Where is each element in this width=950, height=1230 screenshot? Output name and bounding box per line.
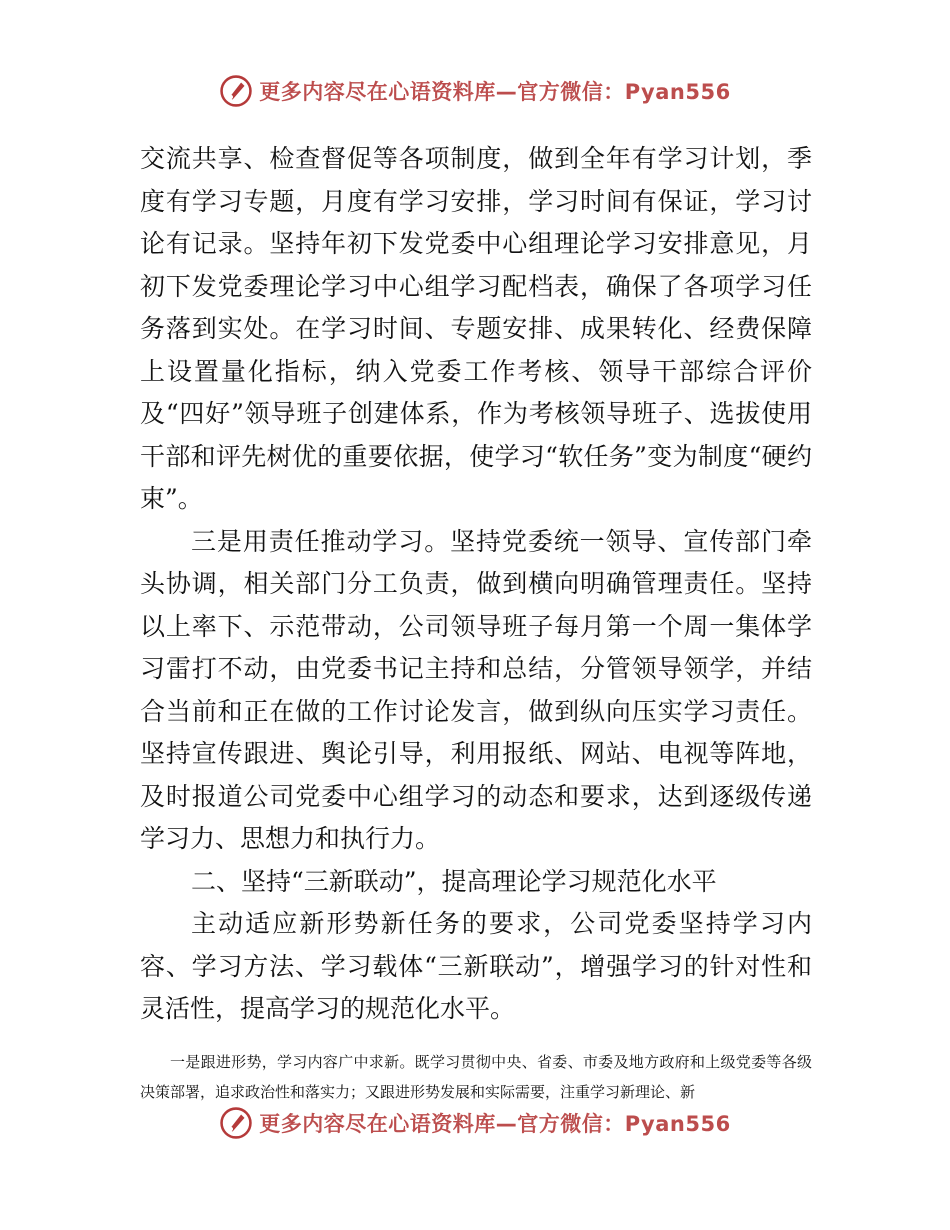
- watermark-bottom: [0, 1103, 950, 1143]
- watermark-text: 更多内容尽在心语资料库—官方微信：Pyan556: [259, 1112, 731, 1136]
- section-heading: 二、坚持“三新联动”，提高理论学习规范化水平: [191, 866, 717, 896]
- body-paragraph: 主动适应新形势新任务的要求，公司党委坚持学习内容、学习方法、学习载体“三新联动”，增强学习的针对性和灵活性，提高学习的规范化水平。: [140, 909, 812, 1023]
- pen-nib-logo-icon: [219, 1106, 253, 1140]
- document-body: [140, 138, 812, 1107]
- body-paragraph: 交流共享、检查督促等各项制度，做到全年有学习计划，季度有学习专题，月度有学习安排，学习时间有保证，学习讨论有记录。坚持年初下发党委中心组理论学习安排意见，月初下发党委理论学习中心组学习配档表，确保了各项学习任务落到实处。在学习时间、专题安排、成果转化、经费保障上设置量化指标，纳入党委工作考核、领导干部综合评价及“四好”领导班子创建体系，作为考核领导班子、选拔使用干部和评先树优的重要依据，使学习“软任务”变为制度“硬约束”。: [140, 144, 812, 513]
- body-paragraph: 三是用责任推动学习。坚持党委统一领导、宣传部门牵头协调，相关部门分工负责，做到横向明确管理责任。坚持以上率下、示范带动，公司领导班子每月第一个周一集体学习雷打不动，由党委书记主持和总结，分管领导领学，并结合当前和正在做的工作讨论发言，做到纵向压实学习责任。坚持宣传跟进、舆论引导，利用报纸、网站、电视等阵地，及时报道公司党委中心组学习的动态和要求，达到逐级传递学习力、思想力和执行力。: [140, 526, 812, 853]
- small-body-paragraph: 一是跟进形势，学习内容广中求新。既学习贯彻中央、省委、市委及地方政府和上级党委等各级决策部署，追求政治性和落实力；又跟进形势发展和实际需要，注重学习新理论、新: [140, 1052, 812, 1101]
- watermark-top: [0, 71, 950, 111]
- pen-nib-logo-icon: [219, 74, 253, 108]
- watermark-text: 更多内容尽在心语资料库—官方微信：Pyan556: [259, 80, 731, 104]
